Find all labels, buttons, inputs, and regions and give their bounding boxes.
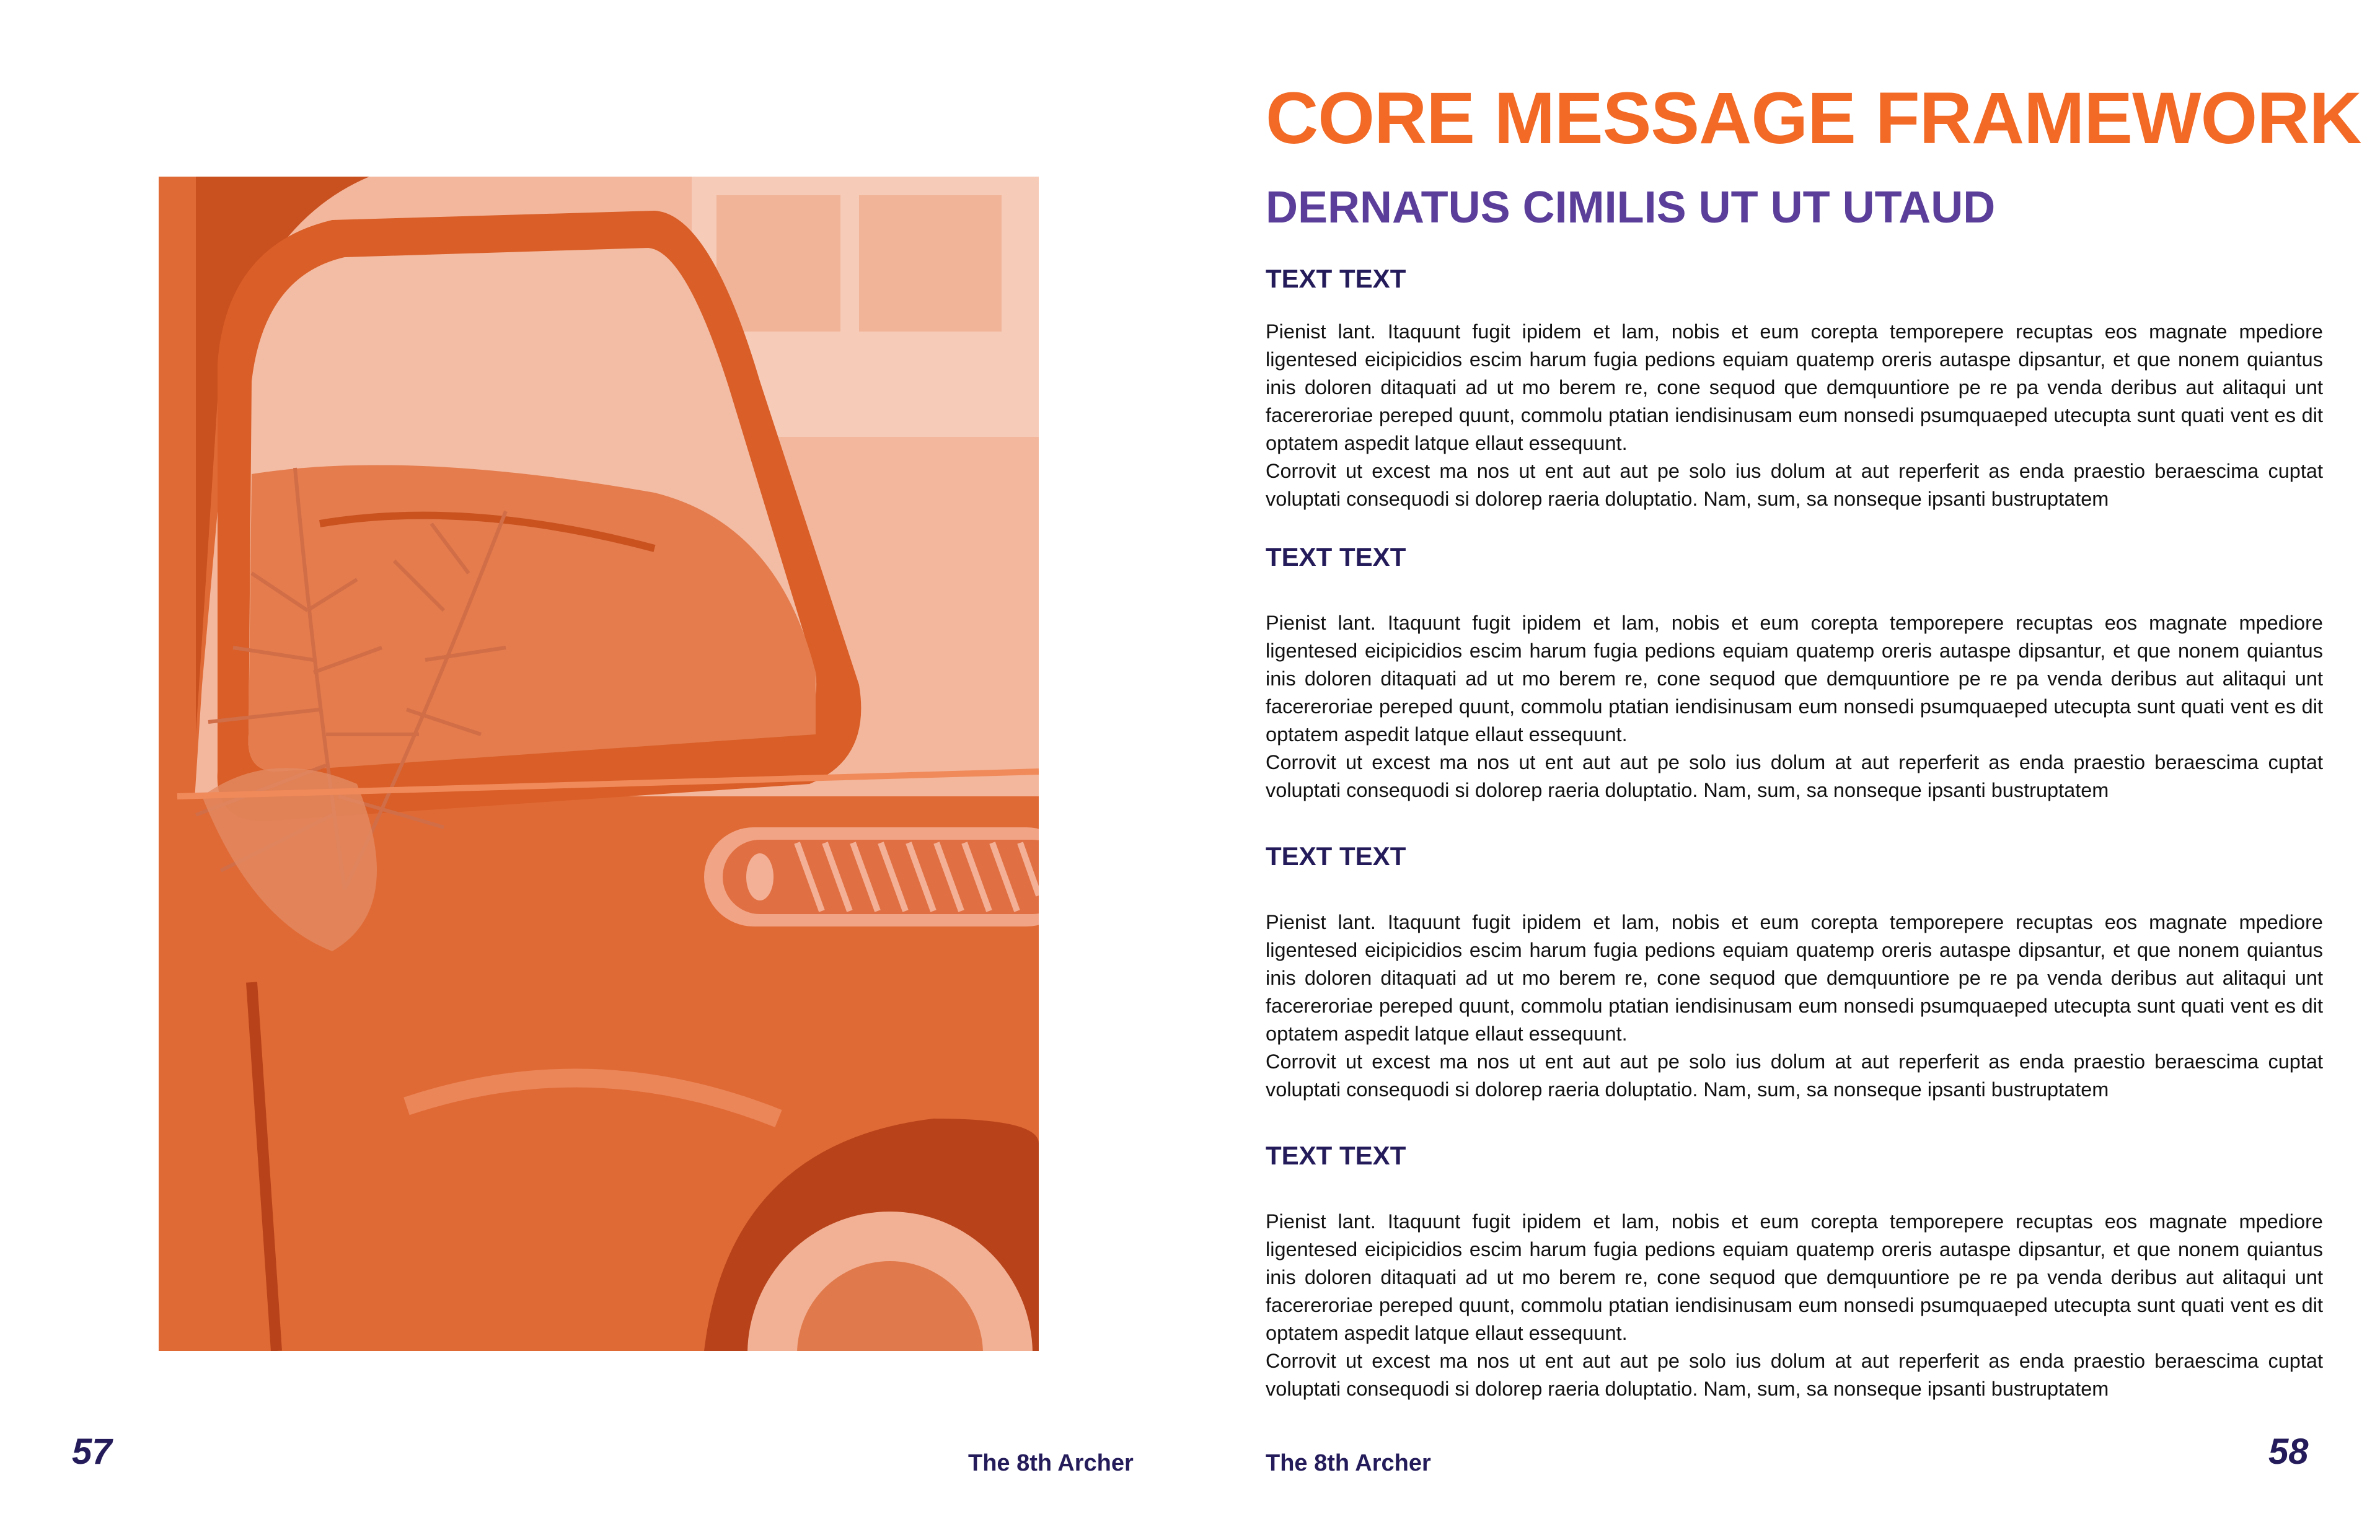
paragraph: Pienist lant. Itaquunt fugit ipidem et lam, nobis et eum corepta temporepere recuptas eos magnate mpediore ligentesed eicipicidios escim harum fugia pedions equiam quatemp oreris autaspe dipsantur, et que nonem quiantus inis doloren ditaquati ad ut mo berem re, cone sequod que demquuntiore pe re pa venda deribus aut alitaqui unt facereroriae pereped quunt, commolu ptatian iendisinusam eum nonsedi psumquaeped utecupta sunt quati vent es dit optatem aspedit latque ellaut essequunt.: [1266, 612, 2323, 746]
section-body: [1266, 909, 2323, 1104]
window-pane: [859, 195, 1002, 332]
paragraph: Pienist lant. Itaquunt fugit ipidem et lam, nobis et eum corepta temporepere recuptas eos magnate mpediore ligentesed eicipicidios escim harum fugia pedions equiam quatemp oreris autaspe dipsantur, et que nonem quiantus inis doloren ditaquati ad ut mo berem re, cone sequod que demquuntiore pe re pa venda deribus aut alitaqui unt facereroriae pereped quunt, commolu ptatian iendisinusam eum nonsedi psumquaeped utecupta sunt quati vent es dit optatem aspedit latque ellaut essequunt.: [1266, 911, 2323, 1045]
paragraph: Corrovit ut excest ma nos ut ent aut aut pe solo ius dolum at aut reperferit as enda praestio beraescima cuptat voluptati consequodi si dolorep raeria doluptatio. Nam, sum, sa nonseque ipsanti bustruptatem: [1266, 1050, 2323, 1101]
section-body: [1266, 318, 2323, 513]
section-heading: TEXT TEXT: [1266, 842, 1406, 871]
car-door-photo: [159, 177, 1039, 1351]
paragraph: Pienist lant. Itaquunt fugit ipidem et lam, nobis et eum corepta temporepere recuptas eos magnate mpediore ligentesed eicipicidios escim harum fugia pedions equiam quatemp oreris autaspe dipsantur, et que nonem quiantus inis doloren ditaquati ad ut mo berem re, cone sequod que demquuntiore pe re pa venda deribus aut alitaqui unt facereroriae pereped quunt, commolu ptatian iendisinusam eum nonsedi psumquaeped utecupta sunt quati vent es dit optatem aspedit latque ellaut essequunt.: [1266, 1210, 2323, 1344]
car-photo-illustration: [159, 177, 1039, 1351]
page-number-left: 57: [72, 1432, 112, 1472]
section-body: [1266, 609, 2323, 804]
footer-brand-right: The 8th Archer: [1266, 1450, 1431, 1476]
page-title: CORE MESSAGE FRAMEWORK: [1266, 77, 2361, 159]
footer-brand-left: The 8th Archer: [968, 1450, 1134, 1476]
paragraph: Corrovit ut excest ma nos ut ent aut aut pe solo ius dolum at aut reperferit as enda praestio beraescima cuptat voluptati consequodi si dolorep raeria doluptatio. Nam, sum, sa nonseque ipsanti bustruptatem: [1266, 751, 2323, 801]
vent-screw: [746, 853, 774, 900]
paragraph: Pienist lant. Itaquunt fugit ipidem et lam, nobis et eum corepta temporepere recuptas eos magnate mpediore ligentesed eicipicidios escim harum fugia pedions equiam quatemp oreris autaspe dipsantur, et que nonem quiantus inis doloren ditaquati ad ut mo berem re, cone sequod que demquuntiore pe re pa venda deribus aut alitaqui unt facereroriae pereped quunt, commolu ptatian iendisinusam eum nonsedi psumquaeped utecupta sunt quati vent es dit optatem aspedit latque ellaut essequunt.: [1266, 320, 2323, 454]
paragraph: Corrovit ut excest ma nos ut ent aut aut pe solo ius dolum at aut reperferit as enda praestio beraescima cuptat voluptati consequodi si dolorep raeria doluptatio. Nam, sum, sa nonseque ipsanti bustruptatem: [1266, 460, 2323, 510]
page-subtitle: DERNATUS CIMILIS UT UT UTAUD: [1266, 183, 1996, 232]
paragraph: Corrovit ut excest ma nos ut ent aut aut pe solo ius dolum at aut reperferit as enda praestio beraescima cuptat voluptati consequodi si dolorep raeria doluptatio. Nam, sum, sa nonseque ipsanti bustruptatem: [1266, 1350, 2323, 1400]
section-heading: TEXT TEXT: [1266, 1141, 1406, 1170]
section-body: [1266, 1208, 2323, 1403]
page-number-right: 58: [2268, 1432, 2309, 1472]
section-heading: TEXT TEXT: [1266, 542, 1406, 571]
section-heading: TEXT TEXT: [1266, 264, 1406, 293]
